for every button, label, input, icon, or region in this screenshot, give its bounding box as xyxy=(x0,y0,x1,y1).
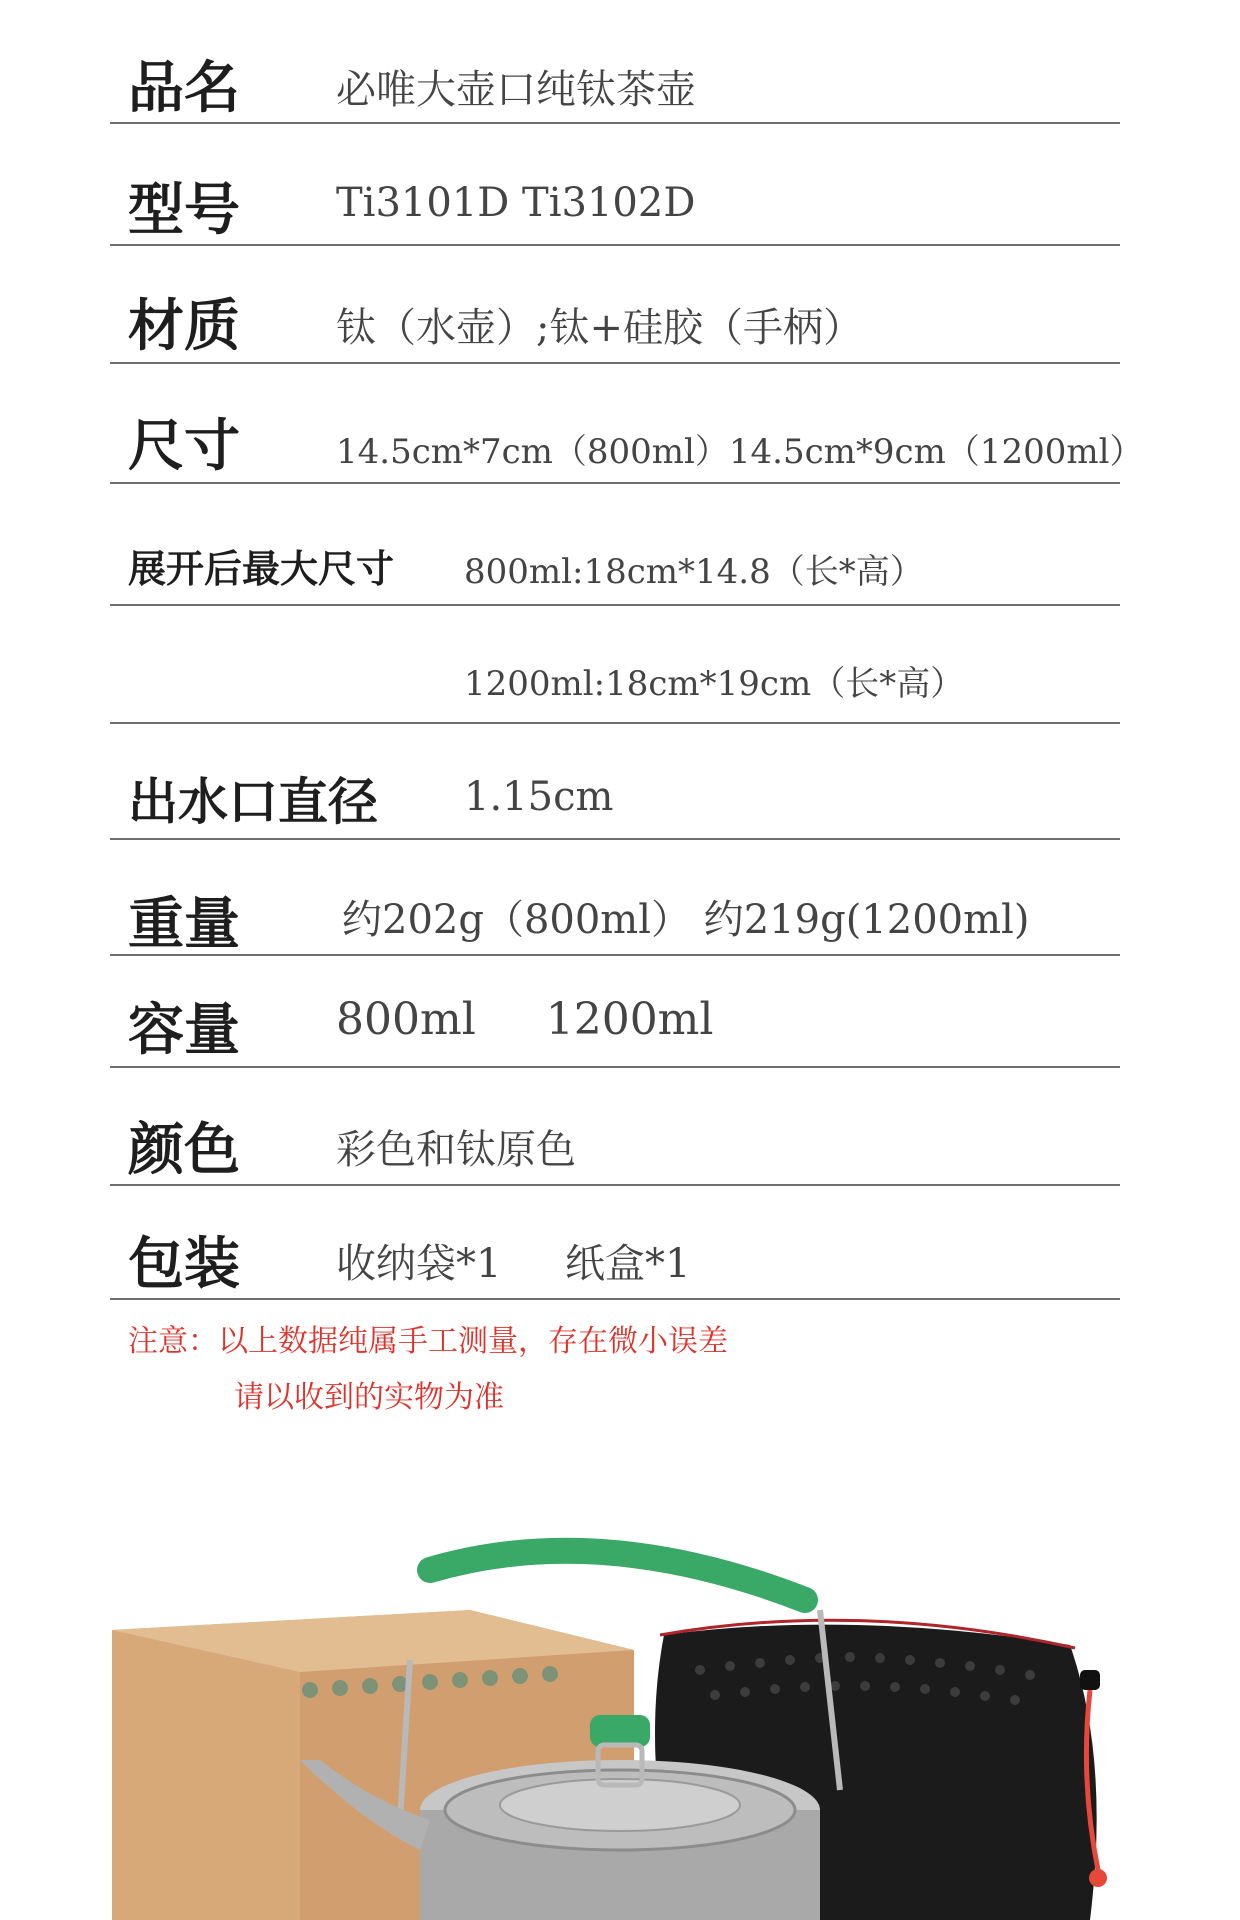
spec-row-unfolded-size-2 xyxy=(110,604,1120,724)
spec-row-size xyxy=(110,402,1144,484)
spec-row-packaging xyxy=(110,1184,1120,1300)
spec-row-color xyxy=(110,1066,1120,1186)
spec-value: 彩色和钛原色 xyxy=(336,1127,576,1173)
spec-value: 收纳袋*1 纸盒*1 xyxy=(336,1241,691,1287)
spec-value: 14.5cm*7cm（800ml）14.5cm*9cm（1200ml） xyxy=(336,432,1144,472)
spec-label: 品名 xyxy=(128,55,240,121)
spec-label: 展开后最大尺寸 xyxy=(128,546,395,591)
spec-row-name xyxy=(110,40,1120,124)
spec-label: 尺寸 xyxy=(128,413,240,479)
spec-value: 必唯大壶口纯钛茶壶 xyxy=(336,67,696,113)
spec-value: Ti3101D Ti3102D xyxy=(336,180,696,226)
spec-row-capacity xyxy=(110,954,1120,1068)
spec-row-model xyxy=(110,162,1120,246)
measurement-note-2: 请以收到的实物为准 xyxy=(234,1380,504,1415)
spec-label: 材质 xyxy=(128,293,240,359)
spec-value: 约202g（800ml） 约219g(1200ml) xyxy=(342,897,1030,943)
spec-label: 出水口直径 xyxy=(128,772,378,831)
spec-label: 型号 xyxy=(128,177,240,243)
spec-value: 钛（水壶）;钛+硅胶（手柄） xyxy=(336,305,863,351)
measurement-note: 注意：以上数据纯属手工测量，存在微小误差 xyxy=(128,1324,728,1359)
spec-value: 1200ml:18cm*19cm（长*高） xyxy=(464,664,965,704)
spec-value: 800ml 1200ml xyxy=(336,994,714,1045)
spec-label: 容量 xyxy=(128,997,240,1063)
spec-row-spout-diameter xyxy=(110,722,1120,840)
product-photo xyxy=(0,1460,1240,1920)
spec-value: 1.15cm xyxy=(464,774,614,820)
kettle-illustration xyxy=(0,1460,1240,1920)
spec-row-weight xyxy=(110,838,1120,956)
spec-label: 包装 xyxy=(128,1231,240,1297)
spec-label: 颜色 xyxy=(128,1117,240,1183)
spec-value: 800ml:18cm*14.8（长*高） xyxy=(464,552,924,592)
spec-row-material xyxy=(110,282,1120,364)
spec-row-unfolded-size xyxy=(110,520,1120,606)
spec-label: 重量 xyxy=(128,891,240,957)
